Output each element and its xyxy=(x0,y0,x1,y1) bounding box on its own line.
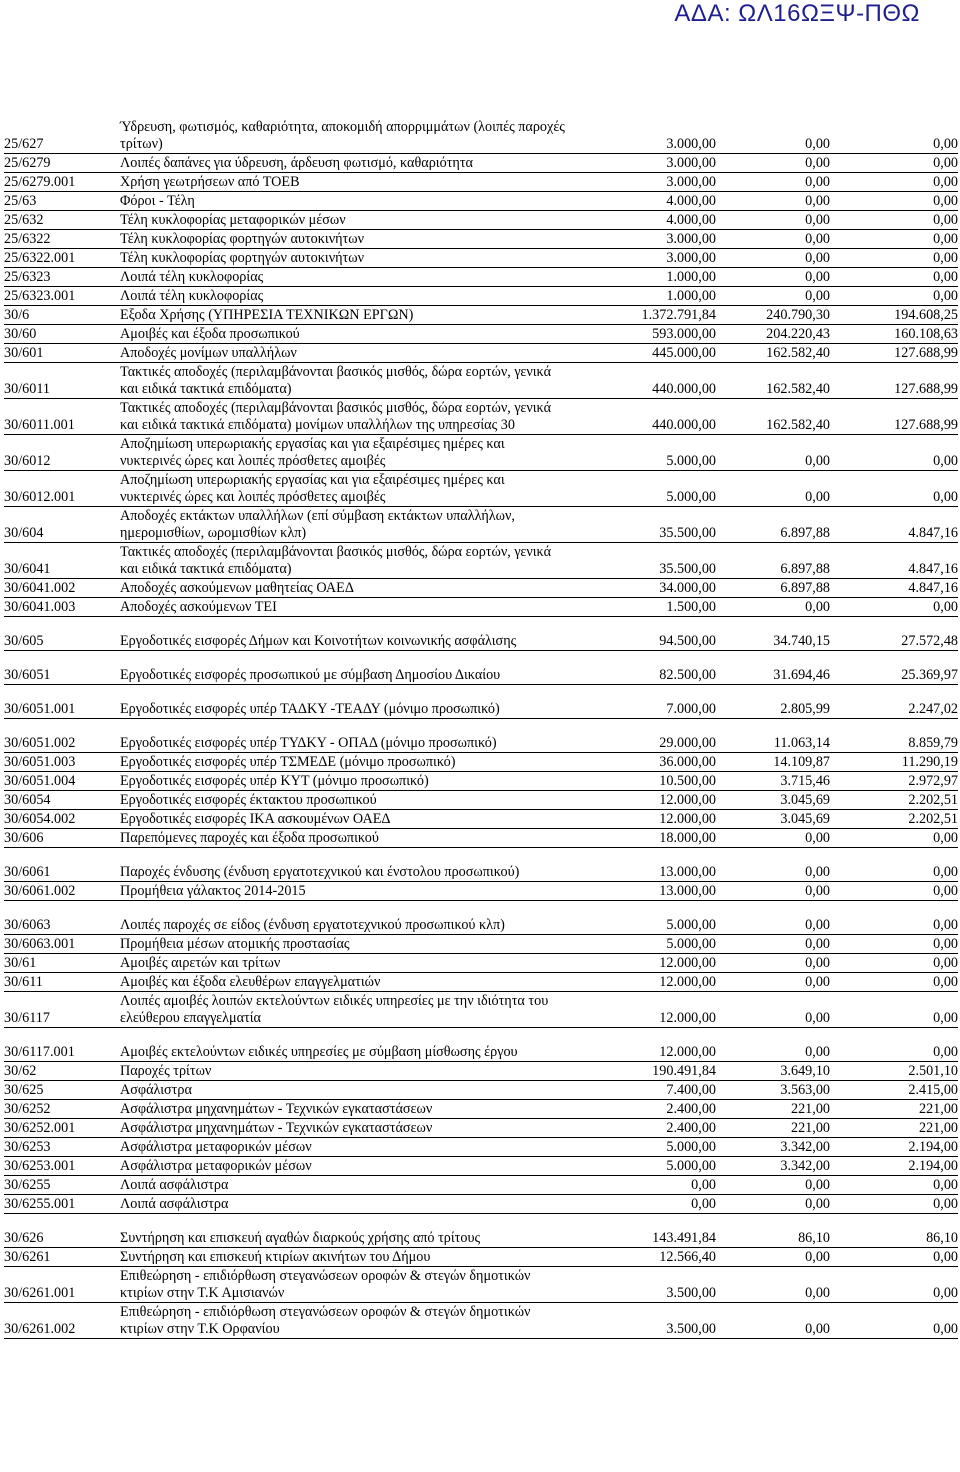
paid-amount: 0,00 xyxy=(830,954,958,973)
account-description: Αποδοχές ασκούμενων μαθητείας ΟΑΕΔ xyxy=(120,579,572,598)
account-description: Εξοδα Χρήσης (ΥΠΗΡΕΣΙΑ ΤΕΧΝΙΚΩΝ ΕΡΓΩΝ) xyxy=(120,306,572,325)
account-description: Εργοδοτικές εισφορές υπέρ ΚΥΤ (μόνιμο προσωπικό) xyxy=(120,772,572,791)
committed-amount: 3.649,10 xyxy=(716,1062,830,1081)
account-code: 30/6051.002 xyxy=(4,719,120,753)
account-description: Εργοδοτικές εισφορές έκτακτου προσωπικού xyxy=(120,791,572,810)
paid-amount: 0,00 xyxy=(830,249,958,268)
paid-amount: 127.688,99 xyxy=(830,344,958,363)
budgeted-amount: 12.000,00 xyxy=(572,1028,716,1062)
committed-amount: 3.342,00 xyxy=(716,1138,830,1157)
account-code: 30/60 xyxy=(4,325,120,344)
account-description: Εργοδοτικές εισφορές υπέρ ΤΣΜΕΔΕ (μόνιμο προσωπικό) xyxy=(120,753,572,772)
account-description: Αποδοχές εκτάκτων υπαλλήλων (επί σύμβαση εκτάκτων υπαλλήλων, ημερομισθίων, ωρομισθίων κλπ) xyxy=(120,507,572,543)
account-code: 30/625 xyxy=(4,1081,120,1100)
paid-amount: 2.972,97 xyxy=(830,772,958,791)
paid-amount: 0,00 xyxy=(830,154,958,173)
account-description: Τακτικές αποδοχές (περιλαμβάνονται βασικός μισθός, δώρα εορτών, γενικά και ειδικά τακτικά επιδόματα) μονίμων υπαλλήλων της υπηρεσίας 30 xyxy=(120,399,572,435)
account-description: Λοιπά τέλη κυκλοφορίας xyxy=(120,268,572,287)
table-row xyxy=(4,507,958,543)
paid-amount: 0,00 xyxy=(830,598,958,617)
table-row xyxy=(4,882,958,901)
budgeted-amount: 13.000,00 xyxy=(572,882,716,901)
account-description: Παροχές ένδυσης (ένδυση εργατοτεχνικού και ένστολου προσωπικού) xyxy=(120,848,572,882)
account-description: Αμοιβές εκτελούντων ειδικές υπηρεσίες με σύμβαση μίσθωσης έργου xyxy=(120,1028,572,1062)
committed-amount: 0,00 xyxy=(716,118,830,154)
table-row xyxy=(4,791,958,810)
committed-amount: 0,00 xyxy=(716,192,830,211)
table-row xyxy=(4,579,958,598)
budgeted-amount: 34.000,00 xyxy=(572,579,716,598)
paid-amount: 2.194,00 xyxy=(830,1157,958,1176)
account-code: 30/6051.001 xyxy=(4,685,120,719)
paid-amount: 127.688,99 xyxy=(830,363,958,399)
table-row xyxy=(4,1138,958,1157)
budgeted-amount: 4.000,00 xyxy=(572,211,716,230)
budgeted-amount: 12.000,00 xyxy=(572,973,716,992)
account-description: Χρήση γεωτρήσεων από ΤΟΕΒ xyxy=(120,173,572,192)
account-description: Προμήθεια γάλακτος 2014-2015 xyxy=(120,882,572,901)
account-description: Ύδρευση, φωτισμός, καθαριότητα, αποκομιδή απορριμμάτων (λοιπές παροχές τρίτων) xyxy=(120,118,572,154)
paid-amount: 0,00 xyxy=(830,1195,958,1214)
account-code: 25/6279 xyxy=(4,154,120,173)
table-row xyxy=(4,901,958,935)
account-description: Τακτικές αποδοχές (περιλαμβάνονται βασικός μισθός, δώρα εορτών, γενικά και ειδικά τακτικά επιδόματα) xyxy=(120,363,572,399)
budgeted-amount: 3.000,00 xyxy=(572,118,716,154)
account-description: Τέλη κυκλοφορίας μεταφορικών μέσων xyxy=(120,211,572,230)
committed-amount: 0,00 xyxy=(716,1248,830,1267)
budgeted-amount: 5.000,00 xyxy=(572,901,716,935)
paid-amount: 2.247,02 xyxy=(830,685,958,719)
account-code: 30/6041.002 xyxy=(4,579,120,598)
budgeted-amount: 12.566,40 xyxy=(572,1248,716,1267)
committed-amount: 3.045,69 xyxy=(716,791,830,810)
committed-amount: 0,00 xyxy=(716,882,830,901)
account-code: 30/6061 xyxy=(4,848,120,882)
committed-amount: 0,00 xyxy=(716,954,830,973)
paid-amount: 0,00 xyxy=(830,230,958,249)
table-row xyxy=(4,1303,958,1339)
account-description: Προμήθεια μέσων ατομικής προστασίας xyxy=(120,935,572,954)
table-row xyxy=(4,1028,958,1062)
account-description: Εργοδοτικές εισφορές υπέρ ΤΥΔΚΥ - ΟΠΑΔ (μόνιμο προσωπικό) xyxy=(120,719,572,753)
budgeted-amount: 3.500,00 xyxy=(572,1267,716,1303)
account-code: 30/6252 xyxy=(4,1100,120,1119)
budgeted-amount: 29.000,00 xyxy=(572,719,716,753)
account-code: 30/6051.004 xyxy=(4,772,120,791)
account-code: 30/62 xyxy=(4,1062,120,1081)
budgeted-amount: 5.000,00 xyxy=(572,935,716,954)
paid-amount: 0,00 xyxy=(830,829,958,848)
committed-amount: 0,00 xyxy=(716,435,830,471)
committed-amount: 6.897,88 xyxy=(716,507,830,543)
paid-amount: 86,10 xyxy=(830,1214,958,1248)
table-row xyxy=(4,435,958,471)
committed-amount: 31.694,46 xyxy=(716,651,830,685)
account-code: 30/6054.002 xyxy=(4,810,120,829)
table-row xyxy=(4,471,958,507)
account-description: Λοιπά τέλη κυκλοφορίας xyxy=(120,287,572,306)
account-description: Τέλη κυκλοφορίας φορτηγών αυτοκινήτων xyxy=(120,249,572,268)
account-description: Φόροι - Τέλη xyxy=(120,192,572,211)
paid-amount: 2.194,00 xyxy=(830,1138,958,1157)
budgeted-amount: 0,00 xyxy=(572,1195,716,1214)
budgeted-amount: 12.000,00 xyxy=(572,810,716,829)
account-code: 30/6261.002 xyxy=(4,1303,120,1339)
account-code: 30/6255 xyxy=(4,1176,120,1195)
budgeted-amount: 1.500,00 xyxy=(572,598,716,617)
committed-amount: 3.342,00 xyxy=(716,1157,830,1176)
budgeted-amount: 12.000,00 xyxy=(572,791,716,810)
budgeted-amount: 5.000,00 xyxy=(572,1138,716,1157)
paid-amount: 0,00 xyxy=(830,882,958,901)
budgeted-amount: 5.000,00 xyxy=(572,435,716,471)
committed-amount: 0,00 xyxy=(716,249,830,268)
committed-amount: 0,00 xyxy=(716,1267,830,1303)
committed-amount: 2.805,99 xyxy=(716,685,830,719)
committed-amount: 3.045,69 xyxy=(716,810,830,829)
paid-amount: 127.688,99 xyxy=(830,399,958,435)
account-code: 30/605 xyxy=(4,617,120,651)
account-code: 25/6322 xyxy=(4,230,120,249)
committed-amount: 34.740,15 xyxy=(716,617,830,651)
account-description: Λοιπές δαπάνες για ύδρευση, άρδευση φωτισμό, καθαριότητα xyxy=(120,154,572,173)
committed-amount: 0,00 xyxy=(716,1195,830,1214)
table-row xyxy=(4,992,958,1028)
table-row xyxy=(4,543,958,579)
table-row xyxy=(4,306,958,325)
paid-amount: 0,00 xyxy=(830,1248,958,1267)
table-row xyxy=(4,211,958,230)
account-code: 30/6255.001 xyxy=(4,1195,120,1214)
committed-amount: 0,00 xyxy=(716,230,830,249)
account-description: Λοιπές αμοιβές λοιπών εκτελούντων ειδικές υπηρεσίες με την ιδιότητα του ελεύθερου επαγγελματία xyxy=(120,992,572,1028)
account-code: 30/6051 xyxy=(4,651,120,685)
paid-amount: 0,00 xyxy=(830,935,958,954)
committed-amount: 162.582,40 xyxy=(716,363,830,399)
committed-amount: 221,00 xyxy=(716,1100,830,1119)
account-description: Ασφάλιστρα μεταφορικών μέσων xyxy=(120,1138,572,1157)
table-row xyxy=(4,230,958,249)
account-code: 30/61 xyxy=(4,954,120,973)
account-code: 30/6041.003 xyxy=(4,598,120,617)
account-code: 30/6012.001 xyxy=(4,471,120,507)
account-code: 30/6252.001 xyxy=(4,1119,120,1138)
paid-amount: 194.608,25 xyxy=(830,306,958,325)
committed-amount: 86,10 xyxy=(716,1214,830,1248)
paid-amount: 4.847,16 xyxy=(830,579,958,598)
account-description: Αποδοχές ασκούμενων ΤΕΙ xyxy=(120,598,572,617)
account-description: Αμοιβές και έξοδα ελευθέρων επαγγελματιών xyxy=(120,973,572,992)
account-description: Ασφάλιστρα xyxy=(120,1081,572,1100)
account-description: Εργοδοτικές εισφορές προσωπικού με σύμβαση Δημοσίου Δικαίου xyxy=(120,651,572,685)
committed-amount: 221,00 xyxy=(716,1119,830,1138)
table-row xyxy=(4,249,958,268)
table-row xyxy=(4,829,958,848)
budgeted-amount: 1.000,00 xyxy=(572,268,716,287)
committed-amount: 6.897,88 xyxy=(716,579,830,598)
budgeted-amount: 12.000,00 xyxy=(572,992,716,1028)
table-row xyxy=(4,268,958,287)
budgeted-amount: 3.000,00 xyxy=(572,249,716,268)
committed-amount: 0,00 xyxy=(716,287,830,306)
account-description: Τακτικές αποδοχές (περιλαμβάνονται βασικός μισθός, δώρα εορτών, γενικά και ειδικά τακτικά επιδόματα) xyxy=(120,543,572,579)
table-row xyxy=(4,363,958,399)
budgeted-amount: 13.000,00 xyxy=(572,848,716,882)
account-code: 30/6 xyxy=(4,306,120,325)
table-row xyxy=(4,325,958,344)
table-row xyxy=(4,1267,958,1303)
budgeted-amount: 3.000,00 xyxy=(572,230,716,249)
paid-amount: 2.415,00 xyxy=(830,1081,958,1100)
committed-amount: 11.063,14 xyxy=(716,719,830,753)
committed-amount: 0,00 xyxy=(716,154,830,173)
committed-amount: 0,00 xyxy=(716,211,830,230)
table-row xyxy=(4,344,958,363)
budgeted-amount: 7.400,00 xyxy=(572,1081,716,1100)
paid-amount: 221,00 xyxy=(830,1100,958,1119)
table-row xyxy=(4,173,958,192)
account-description: Λοιπές παροχές σε είδος (ένδυση εργατοτεχνικού προσωπικού κλπ) xyxy=(120,901,572,935)
committed-amount: 0,00 xyxy=(716,1176,830,1195)
account-code: 30/626 xyxy=(4,1214,120,1248)
account-code: 30/6117 xyxy=(4,992,120,1028)
committed-amount: 0,00 xyxy=(716,1303,830,1339)
budgeted-amount: 445.000,00 xyxy=(572,344,716,363)
budgeted-amount: 0,00 xyxy=(572,1176,716,1195)
budget-table-body xyxy=(4,118,958,1339)
budgeted-amount: 12.000,00 xyxy=(572,954,716,973)
budgeted-amount: 10.500,00 xyxy=(572,772,716,791)
budgeted-amount: 190.491,84 xyxy=(572,1062,716,1081)
table-row xyxy=(4,719,958,753)
ada-code: ΑΔΑ: ΩΛ16ΩΞΨ-ΠΘΩ xyxy=(674,0,920,27)
budgeted-amount: 82.500,00 xyxy=(572,651,716,685)
account-code: 30/6054 xyxy=(4,791,120,810)
committed-amount: 0,00 xyxy=(716,829,830,848)
table-row xyxy=(4,1214,958,1248)
table-row xyxy=(4,772,958,791)
table-row xyxy=(4,598,958,617)
account-code: 25/6322.001 xyxy=(4,249,120,268)
paid-amount: 0,00 xyxy=(830,901,958,935)
account-code: 30/601 xyxy=(4,344,120,363)
paid-amount: 11.290,19 xyxy=(830,753,958,772)
budgeted-amount: 593.000,00 xyxy=(572,325,716,344)
paid-amount: 0,00 xyxy=(830,471,958,507)
paid-amount: 0,00 xyxy=(830,1267,958,1303)
account-code: 30/604 xyxy=(4,507,120,543)
account-code: 30/6253.001 xyxy=(4,1157,120,1176)
committed-amount: 0,00 xyxy=(716,901,830,935)
account-code: 30/6011 xyxy=(4,363,120,399)
account-code: 25/6323.001 xyxy=(4,287,120,306)
budgeted-amount: 35.500,00 xyxy=(572,507,716,543)
paid-amount: 0,00 xyxy=(830,268,958,287)
table-row xyxy=(4,399,958,435)
account-description: Παροχές τρίτων xyxy=(120,1062,572,1081)
budgeted-amount: 3.000,00 xyxy=(572,154,716,173)
table-row xyxy=(4,1100,958,1119)
account-code: 25/6323 xyxy=(4,268,120,287)
table-row xyxy=(4,1248,958,1267)
paid-amount: 4.847,16 xyxy=(830,543,958,579)
budgeted-amount: 2.400,00 xyxy=(572,1119,716,1138)
budgeted-amount: 2.400,00 xyxy=(572,1100,716,1119)
paid-amount: 0,00 xyxy=(830,992,958,1028)
budgeted-amount: 5.000,00 xyxy=(572,471,716,507)
budgeted-amount: 7.000,00 xyxy=(572,685,716,719)
table-row xyxy=(4,651,958,685)
paid-amount: 0,00 xyxy=(830,1028,958,1062)
paid-amount: 0,00 xyxy=(830,1303,958,1339)
account-description: Λοιπά ασφάλιστρα xyxy=(120,1195,572,1214)
committed-amount: 162.582,40 xyxy=(716,399,830,435)
budgeted-amount: 1.372.791,84 xyxy=(572,306,716,325)
committed-amount: 0,00 xyxy=(716,173,830,192)
table-row xyxy=(4,954,958,973)
committed-amount: 204.220,43 xyxy=(716,325,830,344)
account-description: Τέλη κυκλοφορίας φορτηγών αυτοκινήτων xyxy=(120,230,572,249)
budgeted-amount: 5.000,00 xyxy=(572,1157,716,1176)
budget-table xyxy=(4,118,958,1339)
account-code: 30/6253 xyxy=(4,1138,120,1157)
budgeted-amount: 440.000,00 xyxy=(572,399,716,435)
committed-amount: 0,00 xyxy=(716,992,830,1028)
account-description: Αποζημίωση υπερωριακής εργασίας και για εξαιρέσιμες ημέρες και νυκτερινές ώρες και λοιπές πρόσθετες αμοιβές xyxy=(120,471,572,507)
budgeted-amount: 18.000,00 xyxy=(572,829,716,848)
account-description: Ασφάλιστρα μηχανημάτων - Τεχνικών εγκαταστάσεων xyxy=(120,1119,572,1138)
table-row xyxy=(4,1062,958,1081)
committed-amount: 3.715,46 xyxy=(716,772,830,791)
account-description: Αμοιβές και έξοδα προσωπικού xyxy=(120,325,572,344)
paid-amount: 0,00 xyxy=(830,118,958,154)
paid-amount: 27.572,48 xyxy=(830,617,958,651)
account-description: Εργοδοτικές εισφορές υπέρ ΤΑΔΚΥ -ΤΕΑΔΥ (μόνιμο προσωπικό) xyxy=(120,685,572,719)
account-code: 30/611 xyxy=(4,973,120,992)
table-row xyxy=(4,848,958,882)
budgeted-amount: 3.000,00 xyxy=(572,173,716,192)
account-code: 30/606 xyxy=(4,829,120,848)
table-row xyxy=(4,192,958,211)
table-row xyxy=(4,1176,958,1195)
budgeted-amount: 1.000,00 xyxy=(572,287,716,306)
account-description: Εργοδοτικές εισφορές Δήμων και Κοινοτήτων κοινωνικής ασφάλισης xyxy=(120,617,572,651)
account-description: Επιθεώρηση - επιδιόρθωση στεγανώσεων οροφών & στεγών δημοτικών κτιρίων στην Τ.Κ Ορφανίου xyxy=(120,1303,572,1339)
committed-amount: 0,00 xyxy=(716,1028,830,1062)
account-code: 25/627 xyxy=(4,118,120,154)
paid-amount: 0,00 xyxy=(830,848,958,882)
account-description: Αποζημίωση υπερωριακής εργασίας και για εξαιρέσιμες ημέρες και νυκτερινές ώρες και λοιπές πρόσθετες αμοιβές xyxy=(120,435,572,471)
paid-amount: 0,00 xyxy=(830,211,958,230)
budgeted-amount: 36.000,00 xyxy=(572,753,716,772)
account-code: 30/6012 xyxy=(4,435,120,471)
paid-amount: 8.859,79 xyxy=(830,719,958,753)
budgeted-amount: 94.500,00 xyxy=(572,617,716,651)
table-row xyxy=(4,973,958,992)
account-description: Παρεπόμενες παροχές και έξοδα προσωπικού xyxy=(120,829,572,848)
paid-amount: 160.108,63 xyxy=(830,325,958,344)
account-description: Εργοδοτικές εισφορές ΙΚΑ ασκουμένων ΟΑΕΔ xyxy=(120,810,572,829)
account-code: 30/6041 xyxy=(4,543,120,579)
account-description: Συντήρηση και επισκευή κτιρίων ακινήτων του Δήμου xyxy=(120,1248,572,1267)
budgeted-amount: 3.500,00 xyxy=(572,1303,716,1339)
account-code: 30/6117.001 xyxy=(4,1028,120,1062)
table-row xyxy=(4,1195,958,1214)
table-row xyxy=(4,1157,958,1176)
account-description: Λοιπά ασφάλιστρα xyxy=(120,1176,572,1195)
committed-amount: 162.582,40 xyxy=(716,344,830,363)
table-row xyxy=(4,118,958,154)
account-description: Ασφάλιστρα μεταφορικών μέσων xyxy=(120,1157,572,1176)
committed-amount: 0,00 xyxy=(716,848,830,882)
account-code: 30/6061.002 xyxy=(4,882,120,901)
committed-amount: 6.897,88 xyxy=(716,543,830,579)
account-code: 30/6011.001 xyxy=(4,399,120,435)
table-row xyxy=(4,685,958,719)
account-description: Αποδοχές μονίμων υπαλλήλων xyxy=(120,344,572,363)
paid-amount: 0,00 xyxy=(830,287,958,306)
committed-amount: 0,00 xyxy=(716,973,830,992)
account-code: 25/63 xyxy=(4,192,120,211)
committed-amount: 0,00 xyxy=(716,268,830,287)
table-row xyxy=(4,617,958,651)
account-code: 30/6261 xyxy=(4,1248,120,1267)
account-code: 25/632 xyxy=(4,211,120,230)
paid-amount: 25.369,97 xyxy=(830,651,958,685)
committed-amount: 0,00 xyxy=(716,598,830,617)
paid-amount: 0,00 xyxy=(830,973,958,992)
committed-amount: 14.109,87 xyxy=(716,753,830,772)
table-row xyxy=(4,1119,958,1138)
account-code: 25/6279.001 xyxy=(4,173,120,192)
table-row xyxy=(4,753,958,772)
account-code: 30/6261.001 xyxy=(4,1267,120,1303)
budgeted-amount: 4.000,00 xyxy=(572,192,716,211)
table-row xyxy=(4,154,958,173)
committed-amount: 3.563,00 xyxy=(716,1081,830,1100)
account-description: Συντήρηση και επισκευή αγαθών διαρκούς χρήσης από τρίτους xyxy=(120,1214,572,1248)
paid-amount: 221,00 xyxy=(830,1119,958,1138)
table-row xyxy=(4,287,958,306)
paid-amount: 2.202,51 xyxy=(830,791,958,810)
account-code: 30/6051.003 xyxy=(4,753,120,772)
account-code: 30/6063 xyxy=(4,901,120,935)
account-description: Ασφάλιστρα μηχανημάτων - Τεχνικών εγκαταστάσεων xyxy=(120,1100,572,1119)
paid-amount: 4.847,16 xyxy=(830,507,958,543)
account-code: 30/6063.001 xyxy=(4,935,120,954)
table-row xyxy=(4,1081,958,1100)
paid-amount: 2.202,51 xyxy=(830,810,958,829)
committed-amount: 0,00 xyxy=(716,471,830,507)
budgeted-amount: 143.491,84 xyxy=(572,1214,716,1248)
committed-amount: 240.790,30 xyxy=(716,306,830,325)
paid-amount: 2.501,10 xyxy=(830,1062,958,1081)
committed-amount: 0,00 xyxy=(716,935,830,954)
table-row xyxy=(4,935,958,954)
paid-amount: 0,00 xyxy=(830,435,958,471)
paid-amount: 0,00 xyxy=(830,192,958,211)
budgeted-amount: 440.000,00 xyxy=(572,363,716,399)
table-row xyxy=(4,810,958,829)
account-description: Αμοιβές αιρετών και τρίτων xyxy=(120,954,572,973)
budgeted-amount: 35.500,00 xyxy=(572,543,716,579)
account-description: Επιθεώρηση - επιδιόρθωση στεγανώσεων οροφών & στεγών δημοτικών κτιρίων στην Τ.Κ Αμισιανών xyxy=(120,1267,572,1303)
paid-amount: 0,00 xyxy=(830,173,958,192)
paid-amount: 0,00 xyxy=(830,1176,958,1195)
